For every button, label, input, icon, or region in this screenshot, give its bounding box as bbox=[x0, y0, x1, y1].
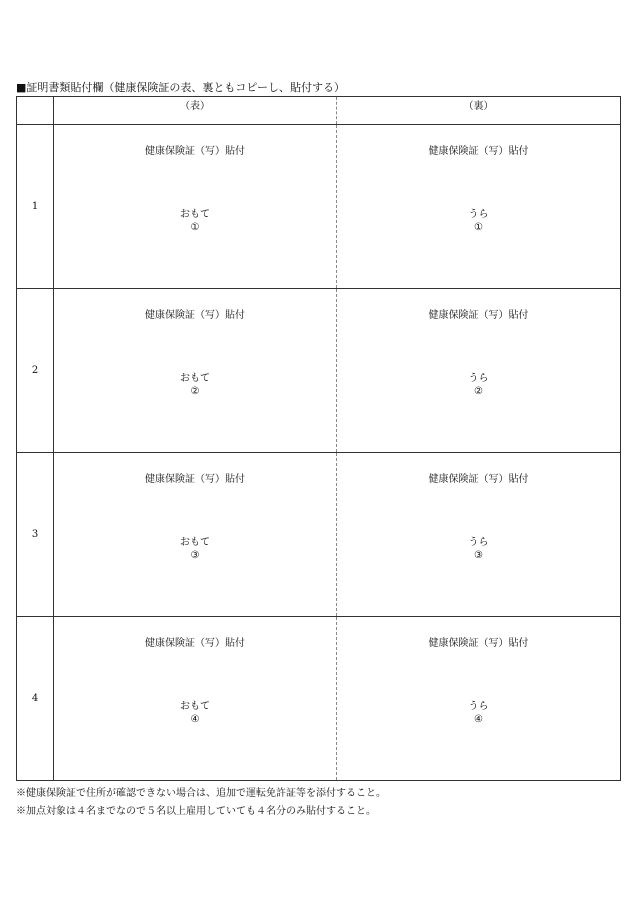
front-paste-area bbox=[54, 289, 337, 453]
front-side-label bbox=[54, 208, 336, 234]
paste-label: 健康保険証（写）貼付 bbox=[145, 638, 245, 649]
table-row-2 bbox=[17, 289, 621, 453]
note-limit: ※加点対象は４名までなので５名以上雇用していても４名分のみ貼付すること。 bbox=[16, 806, 376, 817]
front-side-label bbox=[54, 372, 336, 398]
header-number-column bbox=[17, 97, 54, 125]
front-mark: ② bbox=[190, 386, 200, 397]
back-text: うら bbox=[468, 373, 489, 384]
back-side-label bbox=[337, 208, 620, 234]
back-mark: ④ bbox=[474, 714, 483, 725]
row-number: 3 bbox=[17, 453, 54, 617]
row-number: 4 bbox=[17, 617, 54, 781]
front-mark: ③ bbox=[190, 550, 200, 561]
back-side-label bbox=[337, 536, 620, 562]
back-text: うら bbox=[468, 209, 489, 220]
table-row-1 bbox=[17, 125, 621, 289]
front-text: おもて bbox=[180, 701, 210, 712]
table-row-4 bbox=[17, 617, 621, 781]
section-heading: ■証明書類貼付欄（健康保険証の表、裏ともコピーし、貼付する） bbox=[16, 81, 345, 94]
back-mark: ① bbox=[474, 222, 483, 233]
front-mark: ④ bbox=[190, 714, 200, 725]
paste-label: 健康保険証（写）貼付 bbox=[428, 310, 529, 321]
back-mark: ③ bbox=[474, 550, 483, 561]
paste-label: 健康保険証（写）貼付 bbox=[145, 310, 245, 321]
back-text: うら bbox=[468, 537, 489, 548]
front-paste-area bbox=[54, 125, 337, 289]
front-paste-area bbox=[54, 617, 337, 781]
front-mark: ① bbox=[190, 222, 200, 233]
table-header-row bbox=[17, 97, 621, 125]
back-mark: ② bbox=[474, 386, 483, 397]
header-front-column: （表） bbox=[54, 97, 337, 125]
front-side-label bbox=[54, 700, 336, 726]
row-number: 2 bbox=[17, 289, 54, 453]
front-text: おもて bbox=[180, 209, 210, 220]
table-row-3 bbox=[17, 453, 621, 617]
front-text: おもて bbox=[180, 373, 210, 384]
paste-label: 健康保険証（写）貼付 bbox=[428, 146, 529, 157]
back-paste-area bbox=[337, 289, 621, 453]
back-paste-area bbox=[337, 125, 621, 289]
front-side-label bbox=[54, 536, 336, 562]
note-address: ※健康保険証で住所が確認できない場合は、追加で運転免許証等を添付すること。 bbox=[16, 788, 386, 799]
back-side-label bbox=[337, 700, 620, 726]
back-paste-area bbox=[337, 617, 621, 781]
back-text: うら bbox=[468, 701, 489, 712]
front-text: おもて bbox=[180, 537, 210, 548]
header-back-column: （裏） bbox=[337, 97, 621, 125]
back-side-label bbox=[337, 372, 620, 398]
paste-label: 健康保険証（写）貼付 bbox=[428, 474, 529, 485]
paste-label: 健康保険証（写）貼付 bbox=[145, 474, 245, 485]
document-paste-table bbox=[16, 96, 621, 781]
row-number: 1 bbox=[17, 125, 54, 289]
paste-label: 健康保険証（写）貼付 bbox=[428, 638, 529, 649]
front-paste-area bbox=[54, 453, 337, 617]
paste-label: 健康保険証（写）貼付 bbox=[145, 146, 245, 157]
notes bbox=[16, 785, 386, 821]
back-paste-area bbox=[337, 453, 621, 617]
